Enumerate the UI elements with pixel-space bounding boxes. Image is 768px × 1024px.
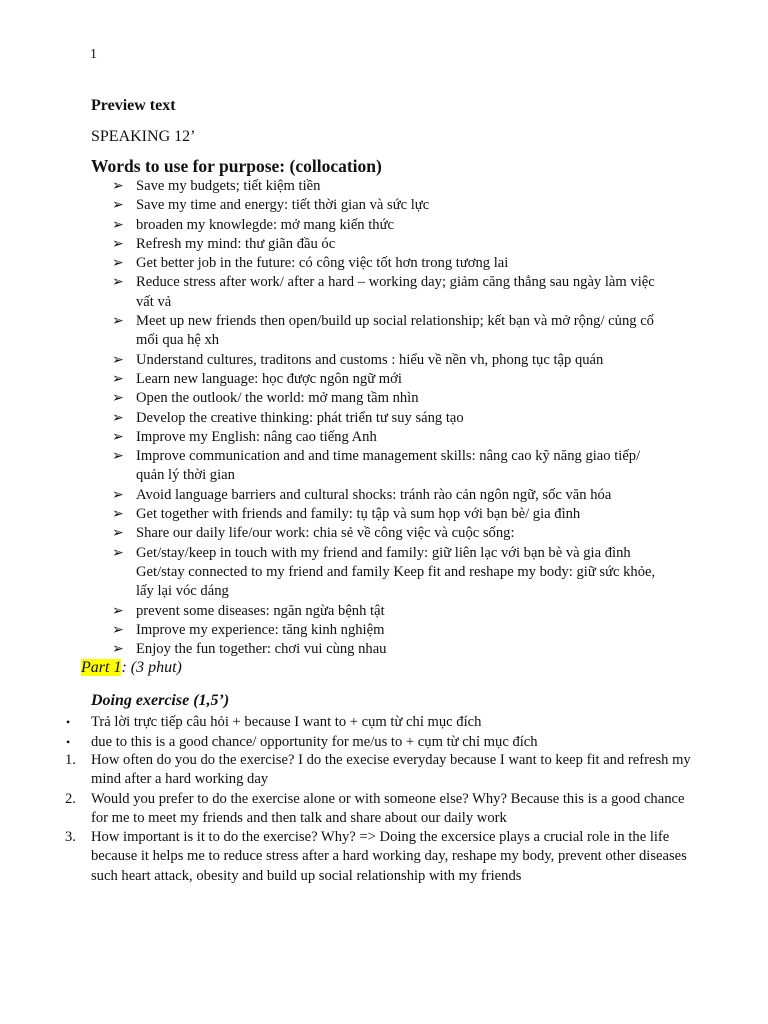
question-item bbox=[64, 828, 704, 886]
arrow-bullet-icon: ➢ bbox=[112, 507, 124, 523]
collocation-item bbox=[112, 640, 672, 659]
collocation-item bbox=[112, 428, 672, 447]
collocation-item bbox=[112, 544, 672, 602]
collocation-text: Reduce stress after work/ after a hard – working day; giảm căng thẳng sau ngày làm việc vất vả bbox=[136, 274, 655, 310]
collocation-item bbox=[112, 447, 672, 486]
instruction-item bbox=[64, 732, 704, 752]
collocation-text: Develop the creative thinking: phát triển tư suy sáng tạo bbox=[136, 409, 464, 426]
arrow-bullet-icon: ➢ bbox=[112, 256, 124, 272]
collocation-item bbox=[112, 196, 672, 215]
collocation-item bbox=[112, 602, 672, 621]
instruction-list bbox=[64, 712, 704, 752]
arrow-bullet-icon: ➢ bbox=[112, 603, 124, 619]
section-title: Doing exercise (1,5’) bbox=[91, 692, 230, 709]
collocation-text: Refresh my mind: thư giãn đầu óc bbox=[136, 235, 336, 252]
collocation-text: Improve communication and and time management skills: nâng cao kỹ năng giao tiếp/ quản lý thời gian bbox=[136, 448, 641, 484]
collocation-text: Enjoy the fun together: chơi vui cùng nhau bbox=[136, 641, 387, 658]
arrow-bullet-icon: ➢ bbox=[112, 642, 124, 658]
collocation-item bbox=[112, 486, 672, 505]
collocation-text: Save my budgets; tiết kiệm tiền bbox=[136, 178, 321, 194]
collocation-item bbox=[112, 621, 672, 640]
question-number: 1. bbox=[65, 752, 76, 768]
collocation-text: Open the outlook/ the world: mở mang tầm nhìn bbox=[136, 390, 419, 407]
part1-duration: : (3 phut) bbox=[121, 659, 182, 676]
arrow-bullet-icon: ➢ bbox=[112, 545, 124, 561]
collocation-item bbox=[112, 216, 672, 235]
collocation-item bbox=[112, 389, 672, 408]
collocation-text: Improve my English: nâng cao tiếng Anh bbox=[136, 428, 377, 445]
collocation-text: Get/stay/keep in touch with my friend and family: giữ liên lạc với bạn bè và gia đình Get/stay connected to my friend and family Keep fit and reshape my body: giữ sức khỏe, lấy lại vóc dáng bbox=[136, 544, 656, 600]
collocation-item bbox=[112, 177, 672, 196]
question-item bbox=[64, 751, 704, 790]
arrow-bullet-icon: ➢ bbox=[112, 179, 124, 194]
bullet-dot-icon: • bbox=[66, 715, 71, 729]
preview-heading: Preview text bbox=[91, 97, 176, 114]
arrow-bullet-icon: ➢ bbox=[112, 275, 124, 291]
arrow-bullet-icon: ➢ bbox=[112, 487, 124, 503]
question-text: How important is it to do the exercise? Why? => Doing the excersice plays a crucial role in the life because it helps me to reduce stress after a hard working day, reshape my body, prevent other diseases such heart attack, obesity and build up social relationship with my friends bbox=[91, 829, 687, 884]
instruction-text: due to this is a good chance/ opportunity for me/us to + cụm từ chỉ mục đích bbox=[91, 734, 538, 750]
part1-heading bbox=[81, 659, 182, 677]
collocation-text: Share our daily life/our work: chia sẻ về công việc và cuộc sống: bbox=[136, 525, 515, 542]
arrow-bullet-icon: ➢ bbox=[112, 236, 124, 252]
arrow-bullet-icon: ➢ bbox=[112, 391, 124, 407]
arrow-bullet-icon: ➢ bbox=[112, 410, 124, 426]
collocation-item bbox=[112, 409, 672, 428]
collocation-text: Get together with friends and family: tụ tập và sum họp với bạn bè/ gia đình bbox=[136, 506, 581, 523]
arrow-bullet-icon: ➢ bbox=[112, 526, 124, 542]
question-text: How often do you do the exercise? I do the execise everyday because I want to keep fit and refresh my mind after a hard working day bbox=[91, 752, 691, 788]
collocation-item bbox=[112, 505, 672, 524]
arrow-bullet-icon: ➢ bbox=[112, 429, 124, 445]
collocation-item bbox=[112, 370, 672, 389]
collocation-text: Learn new language: học được ngôn ngữ mới bbox=[136, 370, 402, 387]
question-number: 2. bbox=[65, 790, 76, 807]
collocation-text: prevent some diseases: ngăn ngừa bệnh tật bbox=[136, 602, 385, 619]
collocation-text: Get better job in the future: có công việc tốt hơn trong tương lai bbox=[136, 255, 509, 272]
part1-highlight: Part 1 bbox=[81, 659, 122, 676]
arrow-bullet-icon: ➢ bbox=[112, 449, 124, 465]
collocation-text: Understand cultures, traditons and customs : hiểu về nền vh, phong tục tập quán bbox=[136, 351, 604, 368]
question-text: Would you prefer to do the exercise alone or with someone else? Why? Because this is a good chance for me to meet my friends and then talk and share about our daily work bbox=[91, 790, 685, 826]
arrow-bullet-icon: ➢ bbox=[112, 352, 124, 368]
arrow-bullet-icon: ➢ bbox=[112, 371, 124, 387]
collocation-list bbox=[112, 177, 672, 659]
question-item bbox=[64, 790, 704, 829]
instruction-text: Trả lời trực tiếp câu hỏi + because I want to + cụm từ chỉ mục đích bbox=[91, 714, 482, 730]
question-number: 3. bbox=[65, 829, 76, 846]
question-list bbox=[64, 751, 704, 886]
collocation-item bbox=[112, 351, 672, 370]
collocation-text: broaden my knowlegde: mở mang kiến thức bbox=[136, 216, 394, 233]
arrow-bullet-icon: ➢ bbox=[112, 217, 124, 233]
collocation-text: Meet up new friends then open/build up social relationship; kết bạn và mở rộng/ củng cố mối qua hệ xh bbox=[136, 313, 654, 349]
collocation-heading: Words to use for purpose: (collocation) bbox=[91, 156, 382, 176]
instruction-item bbox=[64, 712, 704, 732]
arrow-bullet-icon: ➢ bbox=[112, 314, 124, 330]
arrow-bullet-icon: ➢ bbox=[112, 622, 124, 638]
collocation-item bbox=[112, 273, 672, 312]
collocation-text: Improve my experience: tăng kinh nghiệm bbox=[136, 621, 385, 638]
collocation-item bbox=[112, 235, 672, 254]
collocation-item bbox=[112, 312, 672, 351]
collocation-item bbox=[112, 254, 672, 273]
arrow-bullet-icon: ➢ bbox=[112, 198, 124, 214]
collocation-text: Save my time and energy: tiết thời gian và sức lực bbox=[136, 197, 430, 214]
speaking-label: SPEAKING 12’ bbox=[91, 128, 196, 145]
collocation-text: Avoid language barriers and cultural shocks: tránh rào cản ngôn ngữ, sốc văn hóa bbox=[136, 486, 612, 503]
bullet-dot-icon: • bbox=[66, 735, 71, 749]
collocation-item bbox=[112, 524, 672, 543]
page-number: 1 bbox=[90, 47, 97, 62]
